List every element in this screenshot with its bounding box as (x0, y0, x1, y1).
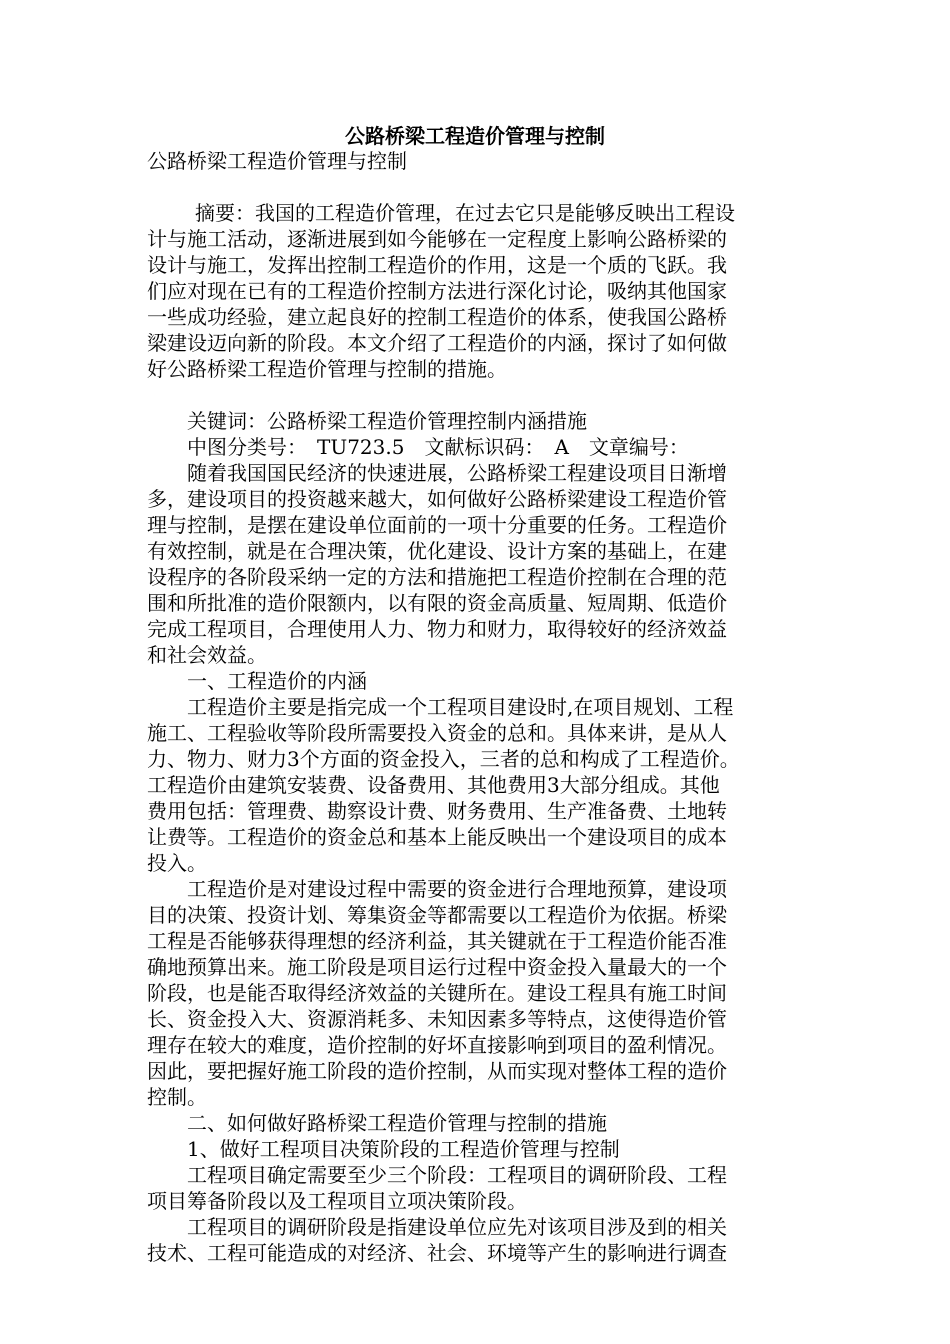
body-line: 费用包括：管理费、勘察设计费、财务费用、生产准备费、土地转 (147, 799, 727, 823)
body-line: 工程项目确定需要至少三个阶段：工程项目的调研阶段、工程 (187, 1163, 727, 1187)
document-title: 公路桥梁工程造价管理与控制 (345, 124, 605, 148)
body-line: 长、资金投入大、资源消耗多、未知因素多等特点，这使得造价管 (147, 1007, 727, 1031)
body-line: 项目筹备阶段以及工程项目立项决策阶段。 (147, 1189, 527, 1213)
body-line: 确地预算出来。施工阶段是项目运行过程中资金投入量最大的一个 (147, 955, 727, 979)
body-line: 工程项目的调研阶段是指建设单位应先对该项目涉及到的相关 (187, 1215, 727, 1239)
abstract-line: 们应对现在已有的工程造价控制方法进行深化讨论，吸纳其他国家 (147, 279, 727, 303)
body-line: 力、物力、财力3个方面的资金投入，三者的总和构成了工程造价。 (147, 747, 740, 771)
body-line: 工程造价是对建设过程中需要的资金进行合理地预算，建设项 (187, 877, 727, 901)
subsection-heading: 1、做好工程项目决策阶段的工程造价管理与控制 (187, 1137, 620, 1161)
abstract-line: 好公路桥梁工程造价管理与控制的措施。 (147, 357, 507, 381)
body-line: 阶段，也是能否取得经济效益的关键所在。建设工程具有施工时间 (147, 981, 727, 1005)
body-line: 有效控制，就是在合理决策，优化建设、设计方案的基础上，在建 (147, 539, 727, 563)
body-line: 控制。 (147, 1085, 207, 1109)
body-line: 投入。 (147, 851, 207, 875)
abstract-line: 一些成功经验，建立起良好的控制工程造价的体系，使我国公路桥 (147, 305, 727, 329)
body-line: 多，建设项目的投资越来越大，如何做好公路桥梁建设工程造价管 (147, 487, 727, 511)
abstract-line: 摘要：我国的工程造价管理，在过去它只是能够反映出工程设 (195, 201, 735, 225)
body-line: 设程序的各阶段采纳一定的方法和措施把工程造价控制在合理的范 (147, 565, 727, 589)
body-line: 理与控制，是摆在建设单位面前的一项十分重要的任务。工程造价 (147, 513, 727, 537)
body-line: 完成工程项目，合理使用人力、物力和财力，取得较好的经济效益 (147, 617, 727, 641)
document-subtitle: 公路桥梁工程造价管理与控制 (147, 149, 407, 173)
body-line: 工程造价由建筑安装费、设备费用、其他费用3大部分组成。其他 (147, 773, 720, 797)
body-line: 技术、工程可能造成的对经济、社会、环境等产生的影响进行调查 (147, 1241, 727, 1265)
blank-line (147, 382, 807, 408)
body-line: 和社会效益。 (147, 643, 267, 667)
body-line: 让费等。工程造价的资金总和基本上能反映出一个建设项目的成本 (147, 825, 727, 849)
body-line: 因此，要把握好施工阶段的造价控制，从而实现对整体工程的造价 (147, 1059, 727, 1083)
classification-line: 中图分类号： TU723.5 文献标识码： A 文章编号： (187, 435, 689, 459)
body-line: 目的决策、投资计划、筹集资金等都需要以工程造价为依据。桥梁 (147, 903, 727, 927)
body-line: 工程是否能够获得理想的经济利益，其关键就在于工程造价能否准 (147, 929, 727, 953)
section-heading: 一、工程造价的内涵 (187, 669, 367, 693)
body-line: 施工、工程验收等阶段所需要投入资金的总和。具体来讲，是从人 (147, 721, 727, 745)
body-line: 随着我国国民经济的快速进展，公路桥梁工程建设项目日渐增 (187, 461, 727, 485)
keywords-line: 关键词：公路桥梁工程造价管理控制内涵措施 (187, 409, 587, 433)
abstract-line: 梁建设迈向新的阶段。本文介绍了工程造价的内涵，探讨了如何做 (147, 331, 727, 355)
blank-line (147, 174, 807, 200)
section-heading: 二、如何做好路桥梁工程造价管理与控制的措施 (187, 1111, 607, 1135)
body-line: 围和所批准的造价限额内，以有限的资金高质量、短周期、低造价 (147, 591, 727, 615)
abstract-line: 设计与施工，发挥出控制工程造价的作用，这是一个质的飞跃。我 (147, 253, 727, 277)
body-line: 理存在较大的难度，造价控制的好坏直接影响到项目的盈利情况。 (147, 1033, 727, 1057)
document-body (147, 148, 807, 1266)
body-line: 工程造价主要是指完成一个工程项目建设时,在项目规划、工程 (187, 695, 734, 719)
abstract-line: 计与施工活动，逐渐进展到如今能够在一定程度上影响公路桥梁的 (147, 227, 727, 251)
